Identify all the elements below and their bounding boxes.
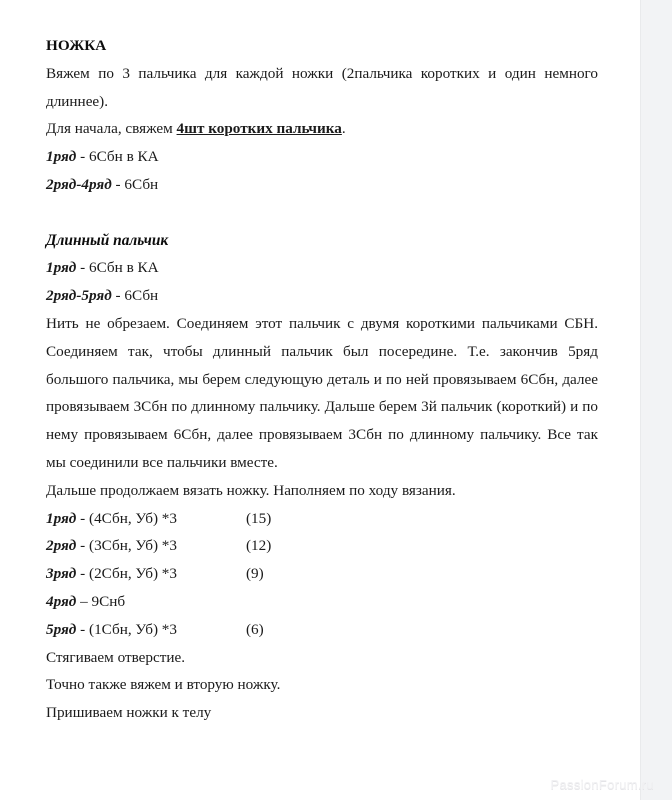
row-text: 6Сбн в КА (89, 259, 159, 277)
row-separator: - (111, 175, 125, 193)
row-label: 3ряд (46, 565, 77, 583)
row-label: 4ряд (46, 592, 77, 610)
start-instruction-suffix: . (341, 120, 346, 138)
paragraph-spacer (46, 199, 598, 227)
long-finger-row (46, 282, 598, 310)
row-separator: - (76, 620, 90, 638)
short-finger-row (46, 143, 598, 171)
long-finger-heading: Длинный пальчик (46, 231, 169, 249)
leg-row-text (46, 560, 246, 588)
document-body (46, 32, 598, 727)
row-label: 1ряд (46, 509, 77, 527)
leg-row-count: (15) (246, 509, 272, 527)
row-label: 1ряд (46, 259, 77, 277)
row-text: (3Сбн, Уб) *3 (89, 537, 177, 555)
row-text: (2Сбн, Уб) *3 (89, 565, 177, 583)
short-finger-row (46, 171, 598, 199)
leg-row-count: (9) (246, 565, 264, 583)
leg-row-text (46, 616, 246, 644)
row-text: 6Сбн (124, 175, 159, 193)
intro-paragraph: Вяжем по 3 пальчика для каждой ножки (2пальчика коротких и один немного длиннее). (46, 64, 598, 110)
row-separator: - (76, 259, 90, 277)
row-label: 5ряд (46, 620, 77, 638)
leg-row (46, 616, 598, 644)
leg-row (46, 560, 598, 588)
row-separator: - (76, 509, 90, 527)
row-separator: - (76, 148, 90, 166)
leg-row-count: (6) (246, 620, 264, 638)
row-label: 2ряд-5ряд (46, 287, 112, 305)
start-instruction-prefix: Для начала, свяжем (46, 120, 177, 138)
section-title: НОЖКА (46, 37, 107, 54)
row-label: 2ряд-4ряд (46, 175, 112, 193)
row-separator: – (76, 592, 92, 610)
start-instruction-emphasis: 4шт коротких пальчика (176, 120, 342, 138)
continue-line: Дальше продолжаем вязать ножку. Наполняем по ходу вязания. (46, 481, 456, 499)
closing-line: Точно также вяжем и вторую ножку. (46, 676, 281, 694)
row-separator: - (111, 287, 125, 305)
leg-row (46, 505, 598, 533)
leg-row-text (46, 532, 246, 560)
row-label: 2ряд (46, 537, 77, 555)
joining-paragraph: Нить не обрезаем. Соединяем этот пальчик с двумя короткими пальчиками СБН. Соединяем так, чтобы длинный пальчик был посередине. Т.е. закончив 5ряд большого пальчика, мы берем следующую деталь и по ней провязываем 6Сбн, далее провязываем 3Сбн по длинному пальчику. Дальше берем 3й пальчик (короткий) и по нему провязываем 6Сбн, далее провязываем 3Сбн по длинному пальчику. Все так мы соединили все пальчики вместе. (46, 314, 598, 471)
row-text: 6Сбн (124, 287, 159, 305)
row-text: 9Снб (91, 592, 126, 610)
start-instruction-line (46, 115, 598, 143)
leg-row-count: (12) (246, 537, 272, 555)
row-text: (1Сбн, Уб) *3 (89, 620, 177, 638)
row-text: (4Сбн, Уб) *3 (89, 509, 177, 527)
row-separator: - (76, 537, 90, 555)
leg-row (46, 588, 598, 616)
leg-row-text (46, 505, 246, 533)
row-separator: - (76, 565, 90, 583)
closing-line: Стягиваем отверстие. (46, 648, 186, 666)
leg-row-text (46, 588, 246, 616)
site-watermark: PassionForum.ru (550, 777, 654, 792)
row-text: 6Сбн в КА (89, 148, 159, 166)
row-label: 1ряд (46, 148, 77, 166)
closing-line: Пришиваем ножки к телу (46, 704, 212, 722)
leg-row (46, 532, 598, 560)
long-finger-row (46, 254, 598, 282)
